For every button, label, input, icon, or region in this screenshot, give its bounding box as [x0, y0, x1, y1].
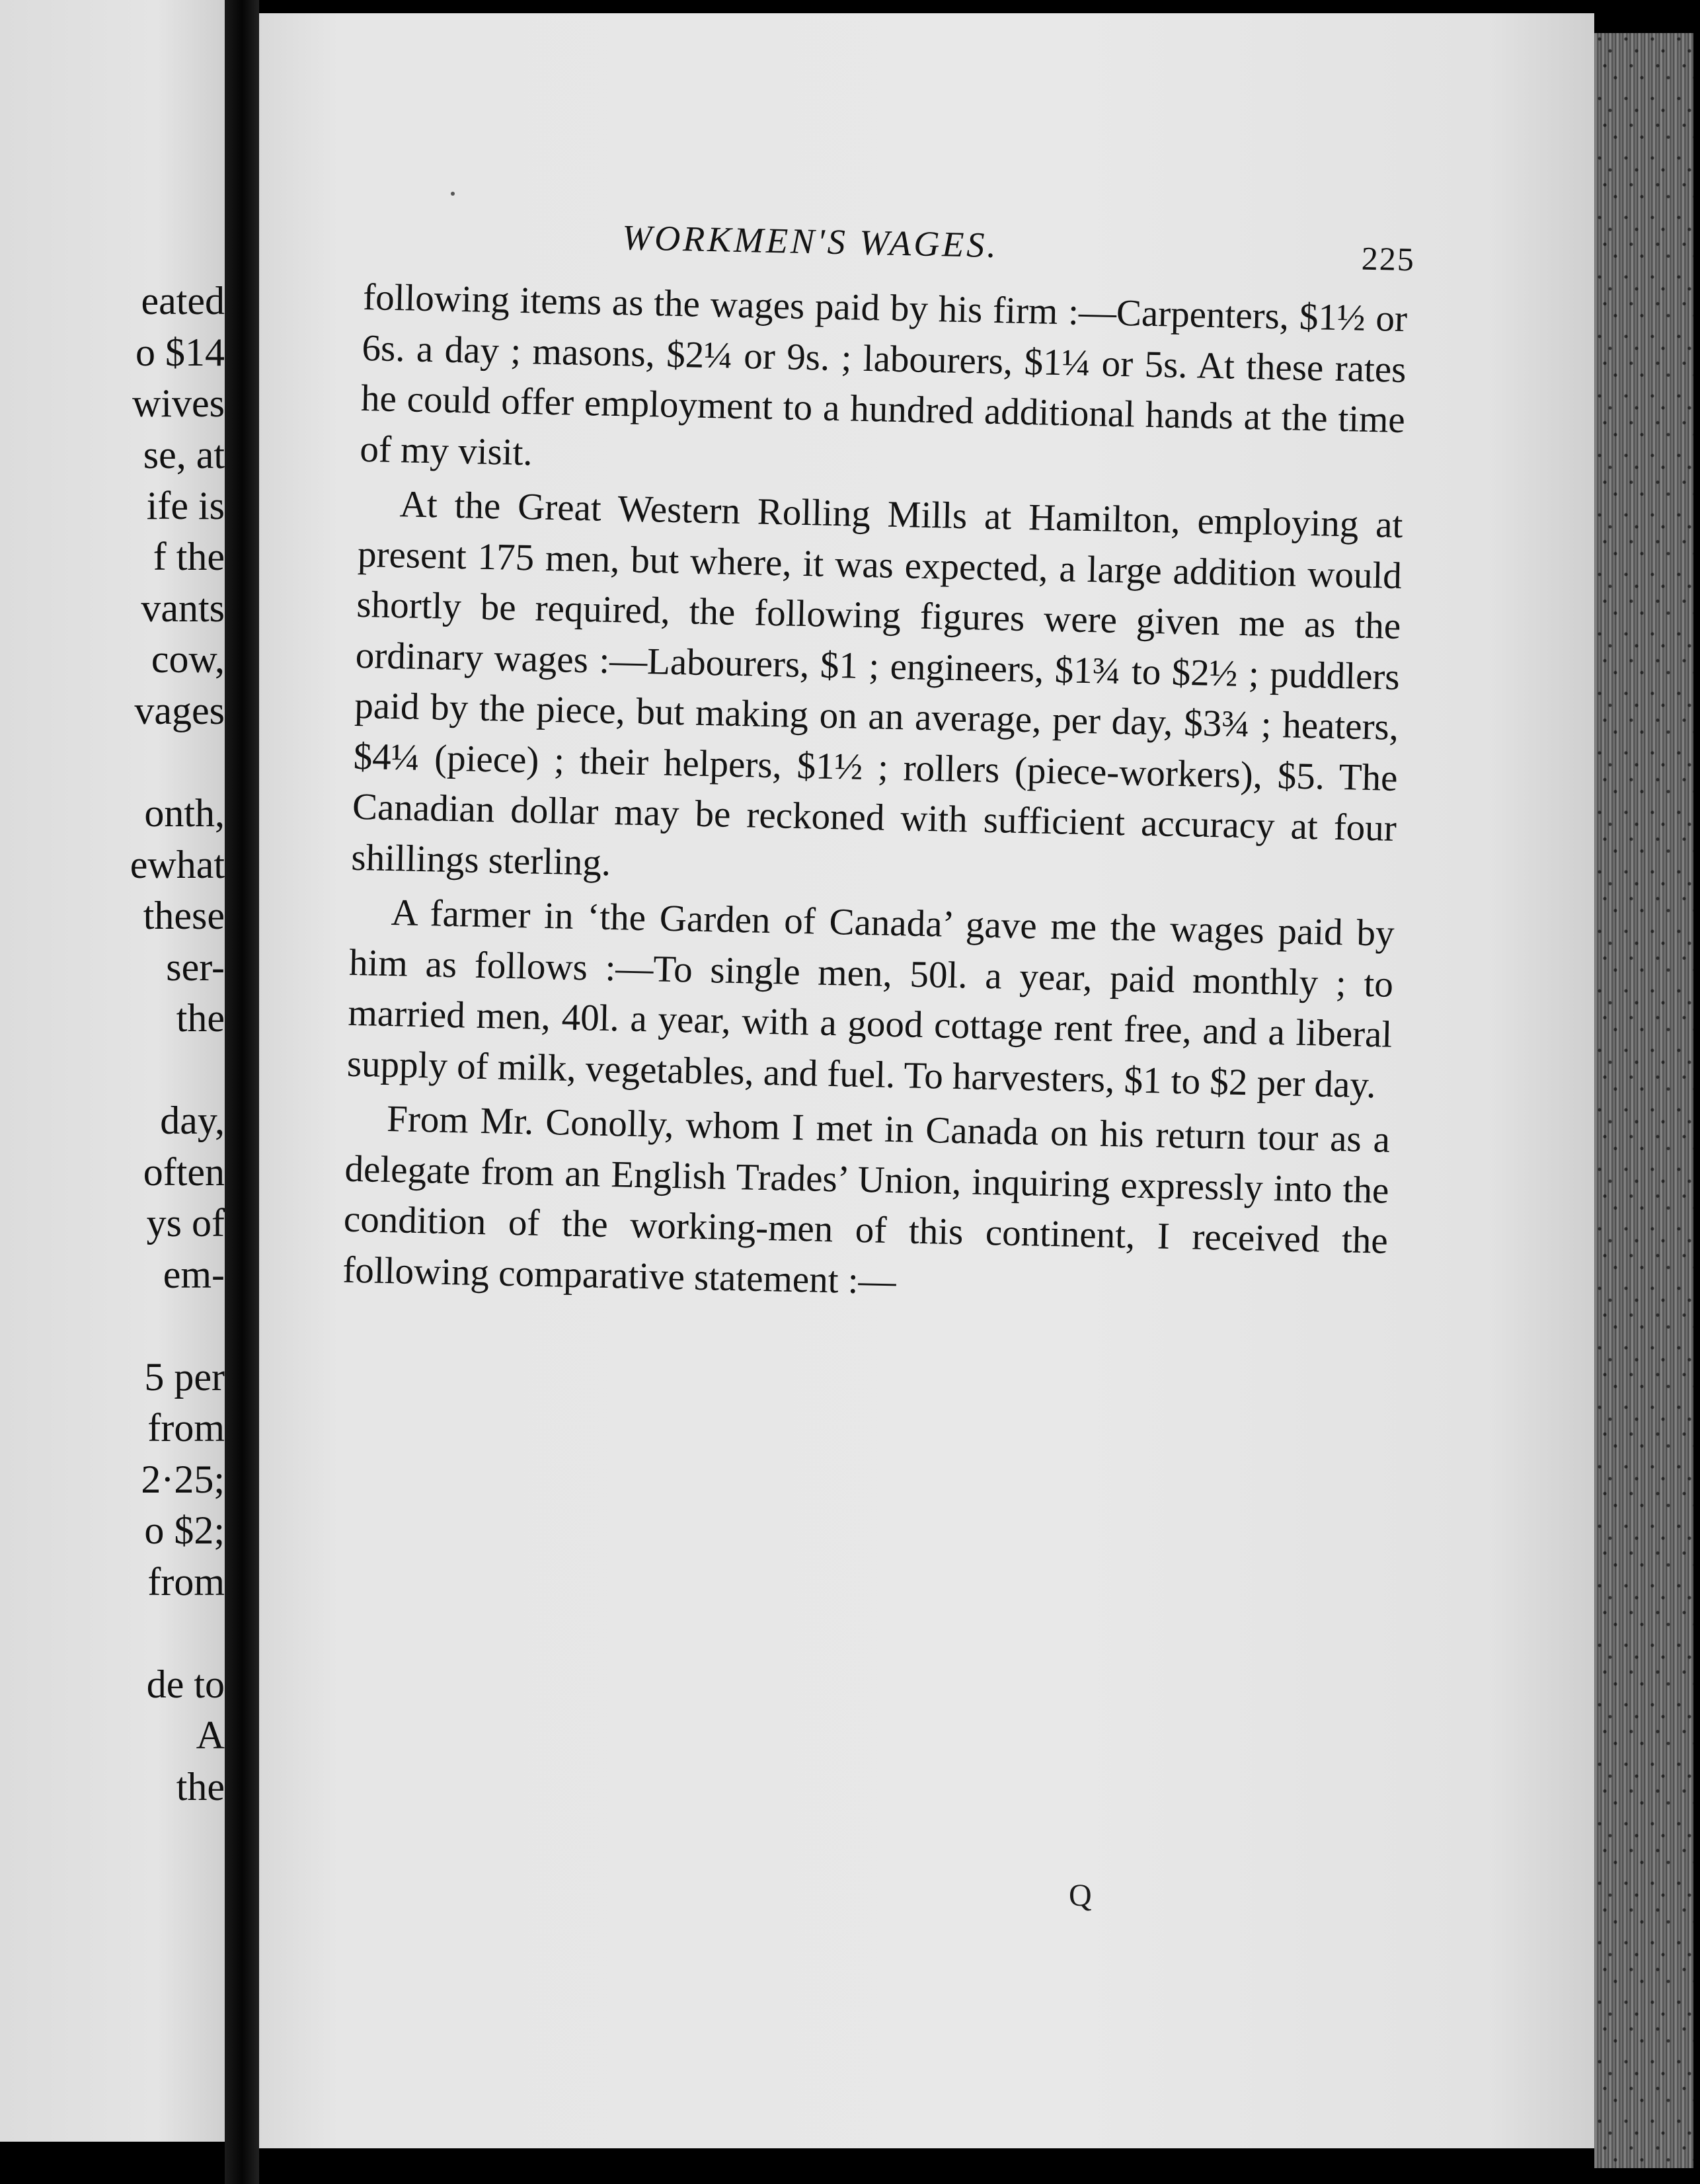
previous-page-line: se, at — [143, 433, 225, 477]
page-edges — [1594, 33, 1693, 2168]
previous-page-line: em- — [163, 1253, 225, 1296]
running-title: WORKMEN'S WAGES. — [621, 217, 999, 266]
previous-page-line: the — [176, 1765, 225, 1809]
paragraph-continued: following items as the wages paid by his firm :—Carpenters, $1½ or 6s. a day ; masons, $2¼ or 9s. ; labourers, $1¼ or 5s. At these rates he could offer employment to a hundred additional hands at the time of my visit. — [359, 276, 1408, 473]
page — [259, 13, 1594, 2148]
previous-page-line: cow, — [151, 637, 225, 681]
previous-page-line: f the — [153, 535, 225, 578]
previous-page-line: 5 per — [144, 1355, 225, 1399]
paragraph-farmer: A farmer in ‘the Garden of Canada’ gave me the wages paid by him as follows :—To single men, 50l. a year, paid monthly ; to married men, 40l. a year, with a good cottage rent free, and a liberal supply of milk, vegetables, and fuel. To harvesters, $1 to $2 per day. — [346, 892, 1395, 1106]
previous-page-line: onth, — [144, 791, 225, 835]
previous-page-line: de to — [146, 1662, 225, 1706]
previous-page-line: from — [147, 1406, 225, 1450]
previous-page-line: ser- — [166, 945, 225, 989]
previous-page-line: from — [147, 1560, 225, 1604]
page-content — [342, 212, 1416, 1321]
paper-speck — [451, 192, 455, 196]
previous-page-line: o $2; — [144, 1508, 225, 1552]
paragraph-rolling-mills: At the Great Western Rolling Mills at Hamilton, employing at present 175 men, but where, it was expected, a large addition would shortly be required, the following figures were given me as the ordinary wages :—Labourers, $1 ; engineers, $1¾ to $2½ ; puddlers paid by the piece, but making on an average, per day, $3¾ ; heaters, $4¼ (piece) ; their helpers, $1½ ; rollers (piece-workers), $5. The Canadian dollar may be reckoned with sufficient accuracy at four shillings sterling. — [350, 483, 1404, 884]
previous-page-line: o $14 — [135, 331, 225, 374]
previous-page-line: vants — [141, 586, 225, 630]
previous-page-line: often — [143, 1150, 225, 1194]
previous-page-line: ife is — [146, 484, 225, 527]
previous-page-line: A — [196, 1713, 225, 1757]
previous-page-line: vages — [134, 689, 225, 732]
previous-page-line: eated — [141, 279, 225, 323]
previous-page-line: ewhat — [130, 843, 225, 886]
previous-page-line: day, — [160, 1099, 225, 1142]
signature-mark: Q — [1069, 1878, 1092, 1913]
previous-page — [0, 0, 225, 2142]
previous-page-line: these — [143, 894, 225, 937]
page-number: 225 — [1361, 239, 1416, 278]
paragraph-conolly: From Mr. Conolly, whom I met in Canada on his return tour as a delegate from an English Trades’ Union, inquiring expressly into the condition of the working-men of this continent, I received the following comparative statement :— — [342, 1098, 1391, 1302]
previous-page-line: ys of — [146, 1201, 225, 1245]
book-gutter — [225, 0, 259, 2184]
previous-page-line: 2·25; — [141, 1458, 225, 1501]
previous-page-line: the — [176, 996, 225, 1040]
previous-page-line: wives — [132, 381, 225, 425]
